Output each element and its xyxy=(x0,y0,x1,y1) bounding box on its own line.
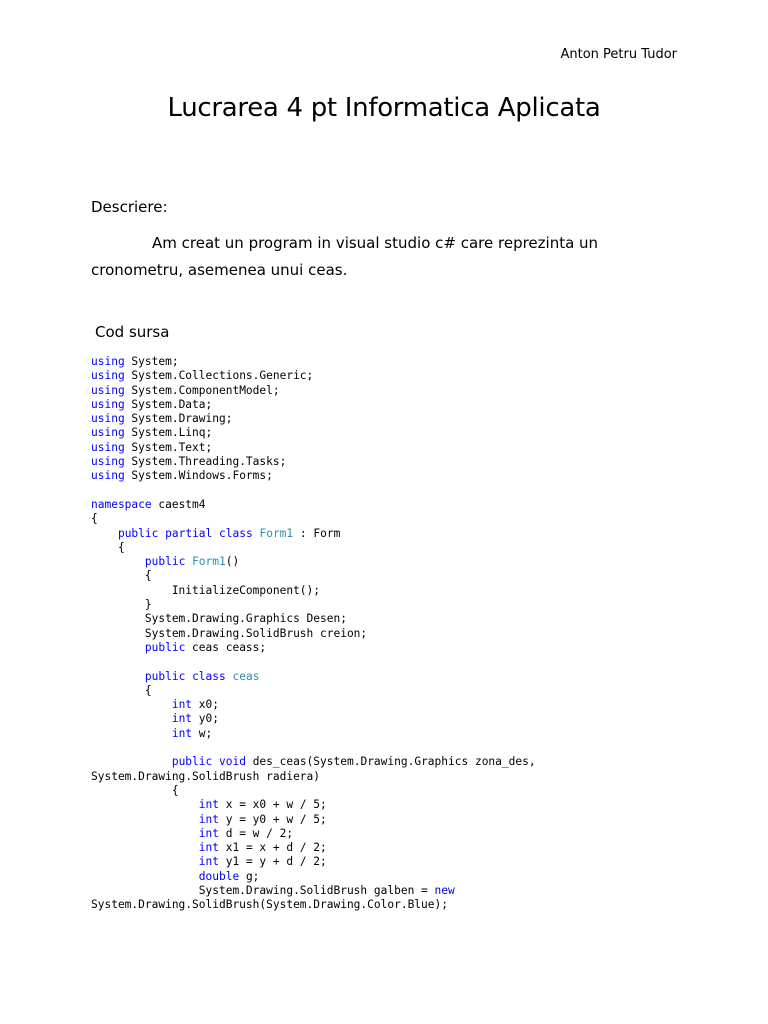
code-keyword: double xyxy=(198,869,240,883)
code-text: { xyxy=(91,683,152,697)
code-text: System.Drawing.Graphics Desen; xyxy=(91,612,347,626)
code-text xyxy=(226,670,233,683)
code-text: { xyxy=(91,569,152,583)
code-text: } xyxy=(91,598,152,612)
code-text: System.Threading.Tasks; xyxy=(124,455,287,469)
code-keyword: void xyxy=(219,755,246,769)
document-title: Lucrarea 4 pt Informatica Aplicata xyxy=(167,93,601,123)
code-line xyxy=(91,612,536,626)
code-text xyxy=(91,798,199,811)
code-keyword: using xyxy=(91,369,125,383)
code-text xyxy=(91,827,199,840)
code-line xyxy=(91,655,536,669)
code-line xyxy=(91,698,536,712)
code-text xyxy=(91,841,199,854)
code-keyword: int xyxy=(198,855,219,869)
code-line xyxy=(91,512,536,526)
code-text: System.Drawing.SolidBrush galben = xyxy=(91,883,435,897)
code-line xyxy=(91,426,536,440)
code-keyword: new xyxy=(434,883,455,897)
code-type-name: ceas xyxy=(232,669,260,683)
code-line xyxy=(91,684,536,698)
description-paragraph: Am creat un program in visual studio c# care reprezinta un cronometru, asemenea unui ceas. xyxy=(91,234,599,279)
code-text xyxy=(91,870,199,883)
code-line xyxy=(91,841,536,855)
code-line xyxy=(91,369,536,383)
code-keyword: namespace xyxy=(91,497,152,511)
code-text xyxy=(91,555,145,568)
code-text xyxy=(91,727,172,740)
code-line xyxy=(91,441,536,455)
code-line xyxy=(91,384,536,398)
code-text: x0; xyxy=(192,698,219,712)
code-text xyxy=(91,527,118,540)
code-text: System.ComponentModel; xyxy=(124,383,280,397)
code-line xyxy=(91,755,536,769)
code-keyword: public xyxy=(144,669,186,683)
code-text: d = w / 2; xyxy=(219,826,294,840)
code-text: : Form xyxy=(293,526,341,540)
code-keyword: using xyxy=(91,426,125,440)
code-text xyxy=(91,755,172,768)
code-text: System.Collections.Generic; xyxy=(124,369,314,383)
source-code-heading: Cod sursa xyxy=(95,323,170,341)
code-line xyxy=(91,798,536,812)
code-line xyxy=(91,555,536,569)
code-text: System.Data; xyxy=(124,397,213,411)
code-text: System; xyxy=(124,355,179,368)
code-text: w; xyxy=(192,726,213,740)
code-type-name: Form1 xyxy=(259,526,294,540)
code-keyword: using xyxy=(91,412,125,426)
code-text: { xyxy=(91,540,125,554)
code-keyword: int xyxy=(198,798,219,812)
code-text: System.Drawing; xyxy=(124,412,233,426)
code-text: y0; xyxy=(192,712,219,726)
code-keyword: class xyxy=(219,526,253,540)
code-keyword: int xyxy=(198,826,219,840)
code-text: { xyxy=(91,783,179,797)
code-keyword: public xyxy=(144,555,186,569)
code-line xyxy=(91,827,536,841)
code-text: InitializeComponent(); xyxy=(91,583,321,597)
code-line xyxy=(91,870,536,884)
code-text: System.Drawing.SolidBrush(System.Drawing.Color.Blue); xyxy=(91,898,448,912)
code-text xyxy=(91,855,199,868)
code-keyword: public xyxy=(144,640,186,654)
code-line xyxy=(91,884,536,898)
code-keyword: public xyxy=(171,755,213,769)
code-line xyxy=(91,527,536,541)
code-line xyxy=(91,898,536,912)
code-keyword: int xyxy=(171,698,193,712)
code-keyword: int xyxy=(171,712,193,726)
code-text: System.Linq; xyxy=(124,426,213,440)
code-type-name: Form1 xyxy=(192,555,226,569)
code-text: y1 = y + d / 2; xyxy=(219,855,327,869)
description-heading: Descriere: xyxy=(91,198,168,216)
code-line xyxy=(91,813,536,827)
code-line xyxy=(91,469,536,483)
code-line xyxy=(91,741,536,755)
code-keyword: partial xyxy=(165,526,213,540)
code-text xyxy=(91,712,172,725)
source-code-block xyxy=(91,355,536,913)
code-text: ceas ceass; xyxy=(185,640,267,654)
code-text: System.Windows.Forms; xyxy=(124,469,273,483)
code-line xyxy=(91,569,536,583)
code-keyword: using xyxy=(91,397,125,411)
code-keyword: int xyxy=(171,726,193,740)
code-line xyxy=(91,770,536,784)
author-name: Anton Petru Tudor xyxy=(560,47,677,62)
code-keyword: int xyxy=(198,812,219,826)
code-text: y = y0 + w / 5; xyxy=(219,812,327,826)
code-line xyxy=(91,355,536,369)
code-keyword: class xyxy=(192,669,226,683)
code-text xyxy=(91,670,145,683)
code-text xyxy=(91,698,172,711)
code-text: x = x0 + w / 5; xyxy=(219,798,327,812)
code-keyword: using xyxy=(91,383,125,397)
code-line xyxy=(91,455,536,469)
code-text: x1 = x + d / 2; xyxy=(219,841,327,855)
code-text xyxy=(91,813,199,826)
code-text: caestm4 xyxy=(151,497,206,511)
code-text: System.Text; xyxy=(124,440,213,454)
code-text: des_ceas(System.Drawing.Graphics zona_des, xyxy=(245,755,536,769)
code-line xyxy=(91,498,536,512)
code-text: System.Drawing.SolidBrush creion; xyxy=(91,626,368,640)
code-text: () xyxy=(225,555,240,569)
code-text xyxy=(212,755,219,768)
code-line xyxy=(91,727,536,741)
code-line xyxy=(91,641,536,655)
code-keyword: using xyxy=(91,469,125,483)
code-line xyxy=(91,855,536,869)
code-line xyxy=(91,670,536,684)
code-keyword: int xyxy=(198,841,219,855)
code-text xyxy=(91,641,145,654)
code-line xyxy=(91,484,536,498)
code-line xyxy=(91,541,536,555)
code-line xyxy=(91,627,536,641)
code-text: { xyxy=(91,512,98,526)
code-line xyxy=(91,412,536,426)
code-text: g; xyxy=(239,869,260,883)
code-keyword: public xyxy=(117,526,159,540)
code-text: System.Drawing.SolidBrush radiera) xyxy=(91,769,321,783)
code-keyword: using xyxy=(91,440,125,454)
code-line xyxy=(91,598,536,612)
code-line xyxy=(91,712,536,726)
code-keyword: using xyxy=(91,355,125,368)
code-line xyxy=(91,784,536,798)
code-line xyxy=(91,584,536,598)
code-keyword: using xyxy=(91,455,125,469)
code-line xyxy=(91,398,536,412)
